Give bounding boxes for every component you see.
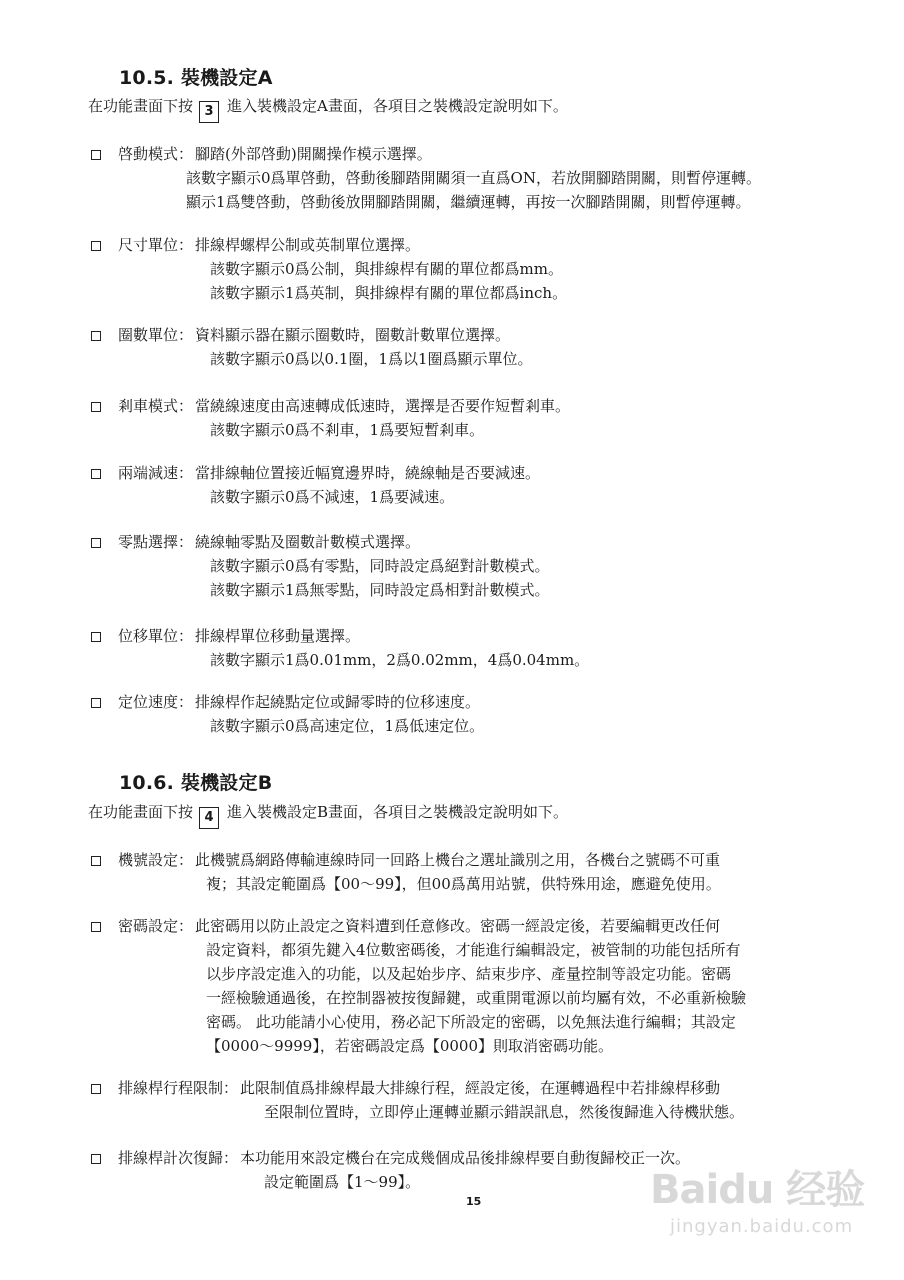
item-label-line: 機號設定： 此機號爲網路傳輸連線時同一回路上機台之選址識別之用，各機台之號碼不可重 bbox=[118, 851, 721, 869]
item-label: 定位速度 bbox=[118, 693, 179, 711]
baidu-watermark bbox=[650, 1150, 890, 1250]
item-desc: 當繞線速度由高速轉成低速時，選擇是否要作短暫剎車。 bbox=[195, 397, 571, 415]
item-desc-line: 設定資料，都須先鍵入4位數密碼後，才能進行編輯設定，被管制的功能包括所有 bbox=[206, 941, 741, 959]
item-label-line: 啓動模式： 腳踏(外部啓動)開關操作模示選擇。 bbox=[118, 145, 432, 163]
item-label-line: 定位速度： 排線桿作起繞點定位或歸零時的位移速度。 bbox=[118, 693, 481, 711]
watermark-logo: Baidu 经验 bbox=[650, 1167, 865, 1213]
checkbox-bullet bbox=[91, 632, 101, 642]
item-desc-line: 至限制位置時，立即停止運轉並顯示錯誤訊息，然後復歸進入待機狀態。 bbox=[264, 1103, 745, 1121]
item-desc: 此機號爲網路傳輸連線時同一回路上機台之選址識別之用，各機台之號碼不可重 bbox=[195, 851, 721, 869]
item-label-line: 圈數單位： 資料顯示器在顯示圈數時，圈數計數單位選擇。 bbox=[118, 326, 511, 344]
section-b-title: 10.6. 裝機設定B bbox=[119, 772, 273, 794]
item-desc-line: 該數字顯示0爲以0.1圈，1爲以1圈爲顯示單位。 bbox=[210, 350, 533, 368]
page-number: 15 bbox=[466, 1195, 482, 1208]
item-desc-line: 【0000～9999】，若密碼設定爲【0000】則取消密碼功能。 bbox=[206, 1037, 614, 1055]
item-desc-line: 一經檢驗通過後，在控制器被按復歸鍵，或重開電源以前均屬有效，不必重新檢驗 bbox=[206, 989, 747, 1007]
item-label-line: 兩端減速： 當排線軸位置接近幅寬邊界時，繞線軸是否要減速。 bbox=[118, 464, 541, 482]
section-b-intro-after: 進入裝機設定B畫面，各項目之裝機設定說明如下。 bbox=[227, 803, 569, 821]
item-label: 排線桿行程限制 bbox=[118, 1079, 224, 1097]
item-desc-line: 該數字顯示1爲0.01mm，2爲0.02mm，4爲0.04mm。 bbox=[210, 651, 590, 669]
item-desc-line: 該數字顯示0爲不剎車，1爲要短暫剎車。 bbox=[210, 421, 485, 439]
item-label-line: 剎車模式： 當繞線速度由高速轉成低速時，選擇是否要作短暫剎車。 bbox=[118, 397, 571, 415]
item-label: 位移單位 bbox=[118, 627, 179, 645]
checkbox-bullet bbox=[91, 698, 101, 708]
item-label: 圈數單位 bbox=[118, 326, 179, 344]
item-label-line: 零點選擇： 繞線軸零點及圈數計數模式選擇。 bbox=[118, 533, 421, 551]
item-desc-line: 顯示1爲雙啓動，啓動後放開腳踏開關，繼續運轉，再按一次腳踏開關，則暫停運轉。 bbox=[186, 193, 751, 211]
section-a-title: 10.5. 裝機設定A bbox=[119, 67, 273, 89]
key-4-box: 4 bbox=[199, 807, 219, 829]
item-desc: 此限制值爲排線桿最大排線行程，經設定後，在運轉過程中若排線桿移動 bbox=[240, 1079, 721, 1097]
item-desc-line: 複；其設定範圍爲【00～99】，但00爲萬用站號，供特殊用途，應避免使用。 bbox=[206, 875, 721, 893]
checkbox-bullet bbox=[91, 402, 101, 412]
item-label: 啓動模式 bbox=[118, 145, 179, 163]
item-label-line: 排線桿計次復歸： 本功能用來設定機台在完成幾個成品後排線桿要自動復歸校正一次。 bbox=[118, 1149, 691, 1167]
item-desc: 排線桿螺桿公制或英制單位選擇。 bbox=[195, 236, 421, 254]
item-label: 排線桿計次復歸 bbox=[118, 1149, 224, 1167]
item-desc: 繞線軸零點及圈數計數模式選擇。 bbox=[195, 533, 421, 551]
section-b-intro bbox=[88, 800, 568, 829]
item-desc-line: 設定範圍爲【1～99】。 bbox=[264, 1173, 421, 1191]
item-label-line: 密碼設定： 此密碼用以防止設定之資料遭到任意修改。密碼一經設定後，若要編輯更改任何 bbox=[118, 917, 721, 935]
item-desc: 排線桿作起繞點定位或歸零時的位移速度。 bbox=[195, 693, 481, 711]
item-desc-line: 密碼。 此功能請小心使用，務必記下所設定的密碼，以免無法進行編輯；其設定 bbox=[206, 1013, 736, 1031]
item-label: 剎車模式 bbox=[118, 397, 179, 415]
item-desc-line: 以步序設定進入的功能，以及起始步序、結束步序、產量控制等設定功能。密碼 bbox=[206, 965, 732, 983]
item-desc-line: 該數字顯示1爲無零點，同時設定爲相對計數模式。 bbox=[210, 581, 550, 599]
item-label-line: 尺寸單位： 排線桿螺桿公制或英制單位選擇。 bbox=[118, 236, 421, 254]
item-desc: 當排線軸位置接近幅寬邊界時，繞線軸是否要減速。 bbox=[195, 464, 541, 482]
section-a-intro bbox=[88, 94, 568, 123]
item-desc-line: 該數字顯示0爲公制，與排線桿有關的單位都爲mm。 bbox=[210, 260, 563, 278]
checkbox-bullet bbox=[91, 856, 101, 866]
item-desc-line: 該數字顯示0爲不減速，1爲要減速。 bbox=[210, 488, 455, 506]
item-desc: 腳踏(外部啓動)開關操作模示選擇。 bbox=[195, 145, 432, 163]
item-desc-line: 該數字顯示0爲高速定位，1爲低速定位。 bbox=[210, 717, 485, 735]
item-desc: 此密碼用以防止設定之資料遭到任意修改。密碼一經設定後，若要編輯更改任何 bbox=[195, 917, 721, 935]
section-b-intro-before: 在功能畫面下按 bbox=[88, 803, 194, 821]
checkbox-bullet bbox=[91, 331, 101, 341]
item-label: 密碼設定 bbox=[118, 917, 179, 935]
checkbox-bullet bbox=[91, 150, 101, 160]
item-desc: 資料顯示器在顯示圈數時，圈數計數單位選擇。 bbox=[195, 326, 511, 344]
key-3-box: 3 bbox=[199, 101, 219, 123]
checkbox-bullet bbox=[91, 538, 101, 548]
item-desc-line: 該數字顯示0爲有零點，同時設定爲絕對計數模式。 bbox=[210, 557, 550, 575]
item-label: 零點選擇 bbox=[118, 533, 179, 551]
checkbox-bullet bbox=[91, 1084, 101, 1094]
item-desc-line: 該數字顯示0爲單啓動，啓動後腳踏開關須一直爲ON，若放開腳踏開關，則暫停運轉。 bbox=[186, 169, 761, 187]
checkbox-bullet bbox=[91, 1154, 101, 1164]
item-desc: 排線桿單位移動量選擇。 bbox=[195, 627, 361, 645]
checkbox-bullet bbox=[91, 922, 101, 932]
item-desc: 本功能用來設定機台在完成幾個成品後排線桿要自動復歸校正一次。 bbox=[240, 1149, 691, 1167]
item-label-line: 位移單位： 排線桿單位移動量選擇。 bbox=[118, 627, 361, 645]
section-a-intro-before: 在功能畫面下按 bbox=[88, 97, 194, 115]
checkbox-bullet bbox=[91, 241, 101, 251]
item-desc-line: 該數字顯示1爲英制，與排線桿有關的單位都爲inch。 bbox=[210, 284, 568, 302]
item-label-line: 排線桿行程限制： 此限制值爲排線桿最大排線行程，經設定後，在運轉過程中若排線桿移動 bbox=[118, 1079, 721, 1097]
section-a-intro-after: 進入裝機設定A畫面，各項目之裝機設定說明如下。 bbox=[227, 97, 568, 115]
item-label: 尺寸單位 bbox=[118, 236, 179, 254]
checkbox-bullet bbox=[91, 469, 101, 479]
item-label: 兩端減速 bbox=[118, 464, 179, 482]
item-label: 機號設定 bbox=[118, 851, 179, 869]
watermark-url: jingyan.baidu.com bbox=[670, 1216, 854, 1237]
